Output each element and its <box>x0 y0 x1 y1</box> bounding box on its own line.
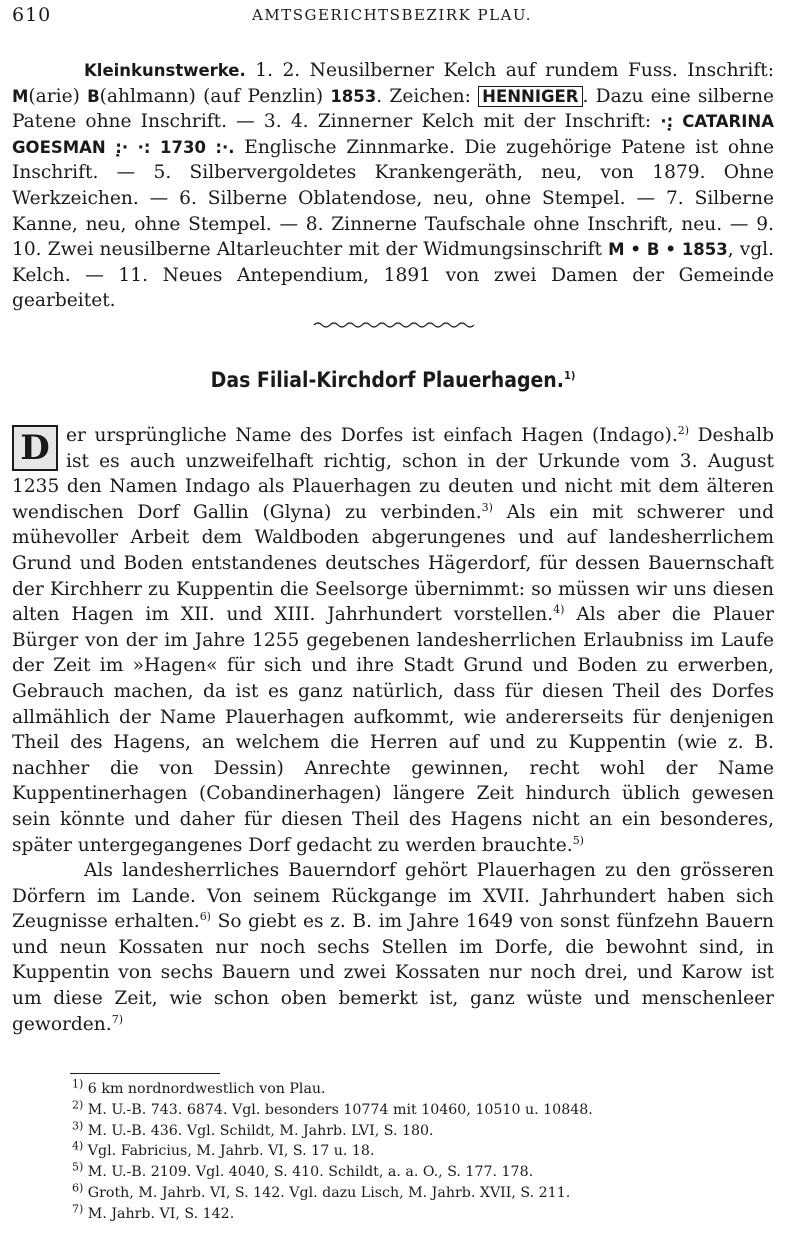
footnote-mark: 3) <box>72 1118 84 1132</box>
section-title-text: Das Filial-Kirchdorf Plauerhagen. <box>210 368 564 392</box>
text-run: . Dazu eine silberne Patene ohne Inschrift. — 3. 4. Zinnerner Kelch mit der Inschrift: <box>12 85 775 133</box>
text-run: (arie) <box>28 85 88 107</box>
wavy-divider-ornament <box>312 318 478 332</box>
footnote-text: M. U.-B. 743. 6874. Vgl. besonders 10774 mit 10460, 10510 u. 10848. <box>83 1101 593 1118</box>
footnote-mark: 5) <box>72 1160 84 1174</box>
footnote-text: M. U.-B. 436. Vgl. Schildt, M. Jahrb. LVI, S. 180. <box>83 1122 434 1139</box>
footnote-mark: 6) <box>72 1181 84 1195</box>
footnote-text: Vgl. Fabricius, M. Jahrb. VI, S. 17 u. 18. <box>83 1143 375 1160</box>
footnote-2 <box>72 1100 772 1121</box>
footnote-ref: 1) <box>563 369 576 382</box>
footnote-ref: 2) <box>677 423 690 437</box>
footnote-5 <box>72 1162 772 1183</box>
dedication-inscription: M • B • 1853 <box>608 240 728 260</box>
text-run: (ahlmann) (auf Penzlin) <box>99 85 331 107</box>
footnote-ref: 6) <box>199 910 211 924</box>
text-run: So giebt es z. B. im Jahre 1649 von sonst fünfzehn Bauern und neun Kossaten nur noch sechs Stellen im Dorfe, die bewohnt sind, in Kuppentin von sechs Bauern und zwei Kossaten nur noch drei, und Karow ist um diese Zeit, wie schon oben bemerkt ist, ganz wüste und menschenleer geworden. <box>12 911 775 1035</box>
footnote-mark: 7) <box>72 1202 84 1216</box>
text-run: 1. 2. Neusilberner Kelch auf rundem Fuss. Inschrift: <box>245 60 774 81</box>
paragraph-plauerhagen-history <box>12 423 774 1037</box>
footnote-mark: 2) <box>72 1098 84 1112</box>
footnote-ref: 3) <box>481 500 493 514</box>
text-run: Als aber die Plauer Bürger von der im Jahre 1255 gegebenen landesherrlichen Erlaubniss im Laufe der Zeit im »Hagen« für sich und ihre Stadt Grund und Boden zu erwerben, Gebrauch machen, da ist es ganz natürlich, dass für diesen Theil des Dorfes allmählich der Name Plauerhagen aufkommt, wie andererseits für denjenigen Theil des Hagens, an welchem die Herren auf und zu Kuppentin (wie z. B. nachher die von Dessin) Anrechte gewinnen, recht wohl der Name Kuppentinerhagen (Cobandinerhagen) längere Zeit hindurch üblich gewesen sein könnte und daher für diesen Theil des Hagens nicht an ein besonderes, später untergegangenes Dorf gedacht zu werden brauchte. <box>12 604 774 856</box>
footnote-text: M. U.-B. 2109. Vgl. 4040, S. 410. Schildt, a. a. O., S. 177. 178. <box>83 1164 534 1181</box>
footnote-separator <box>70 1073 220 1074</box>
text-run: , vgl. Kelch. — 11. Neues Antependium, 1891 von zwei Damen der Gemeinde gearbeitet. <box>12 239 774 312</box>
footnote-6 <box>72 1183 772 1204</box>
footnote-ref: 4) <box>553 602 565 616</box>
footnote-ref: 5) <box>572 833 584 847</box>
footnote-ref: 7) <box>111 1012 123 1026</box>
text-run: Englische Zinnmarke. Die zugehörige Patene ist ohne Inschrift. — 5. Silbervergoldetes Krankengeräth, neu, von 1879. Ohne Werkzeichen. — 6. Silberne Oblatendose, neu, ohne Stempel. — 7. Silberne Kanne, neu, ohne Stempel. — 8. Zinnerne Taufschale ohne Inschrift, neu. — 9. 10. Zwei neusilberne Altarleuchter mit der Widmungsinschrift <box>12 136 774 261</box>
footnote-mark: 1) <box>72 1077 84 1091</box>
text-run: . Zeichen: <box>376 85 479 107</box>
initial-b: B <box>87 86 100 106</box>
running-head: AMTSGERICHTSBEZIRK PLAU. <box>252 6 532 24</box>
page-header <box>12 4 774 30</box>
footnote-text: Groth, M. Jahrb. VI, S. 142. Vgl. dazu Lisch, M. Jahrb. XVII, S. 211. <box>83 1184 571 1201</box>
footnote-3 <box>72 1118 772 1142</box>
footnote-4 <box>72 1141 772 1162</box>
text-run: Deshalb ist es auch unzweifelhaft richtig, schon in der Urkunde vom 3. August 1235 den Namen Indago als Plauerhagen zu deuten und nicht mit dem älteren wendischen Dorf Gallin (Glyna) zu verbinden. <box>12 425 774 523</box>
drop-cap-initial <box>12 425 58 471</box>
drop-cap-letter: D <box>20 428 50 468</box>
initial-m: M <box>12 86 29 106</box>
inscription-catarina-goesman: ·:̣ CATARINA GOESMAN :̣· ·: 1730 :·. <box>12 112 774 157</box>
text-run: Als ein mit schwerer und mühevoller Arbeit dem Waldboden abgerungenes und auf landesherrlichem Grund und Boden entstandenes deutsches Hägerdorf, für dessen Bauernschaft der Kirchherr zu Kuppentin die Seelsorge übernimmt: so müssen wir uns diesen alten Hagen im XII. und XIII. Jahrhundert vorstellen. <box>12 501 774 626</box>
footnote-mark: 4) <box>72 1139 84 1153</box>
paragraph-kleinkunstwerke <box>12 58 774 314</box>
section-title <box>39 368 746 392</box>
maker-mark-box: HENNIGER <box>478 86 582 107</box>
text-run: er ursprüngliche Name des Dorfes ist einfach Hagen (Indago). <box>66 425 678 446</box>
page-number: 610 <box>12 4 52 26</box>
footnote-7 <box>72 1204 772 1225</box>
footnote-text: M. Jahrb. VI, S. 142. <box>83 1205 235 1222</box>
footnote-1 <box>72 1079 772 1100</box>
footnote-text: 6 km nordnordwestlich von Plau. <box>83 1081 326 1097</box>
year-1853: 1853 <box>330 86 377 106</box>
footnotes <box>72 1079 772 1225</box>
kleinkunstwerke-heading: Kleinkunstwerke. <box>84 61 246 80</box>
text-run: Als landesherrliches Bauerndorf gehört Plauerhagen zu den grösseren Dörfern im Lande. Von seinem Rückgange im XVII. Jahrhundert haben sich Zeugnisse erhalten. <box>12 860 774 933</box>
